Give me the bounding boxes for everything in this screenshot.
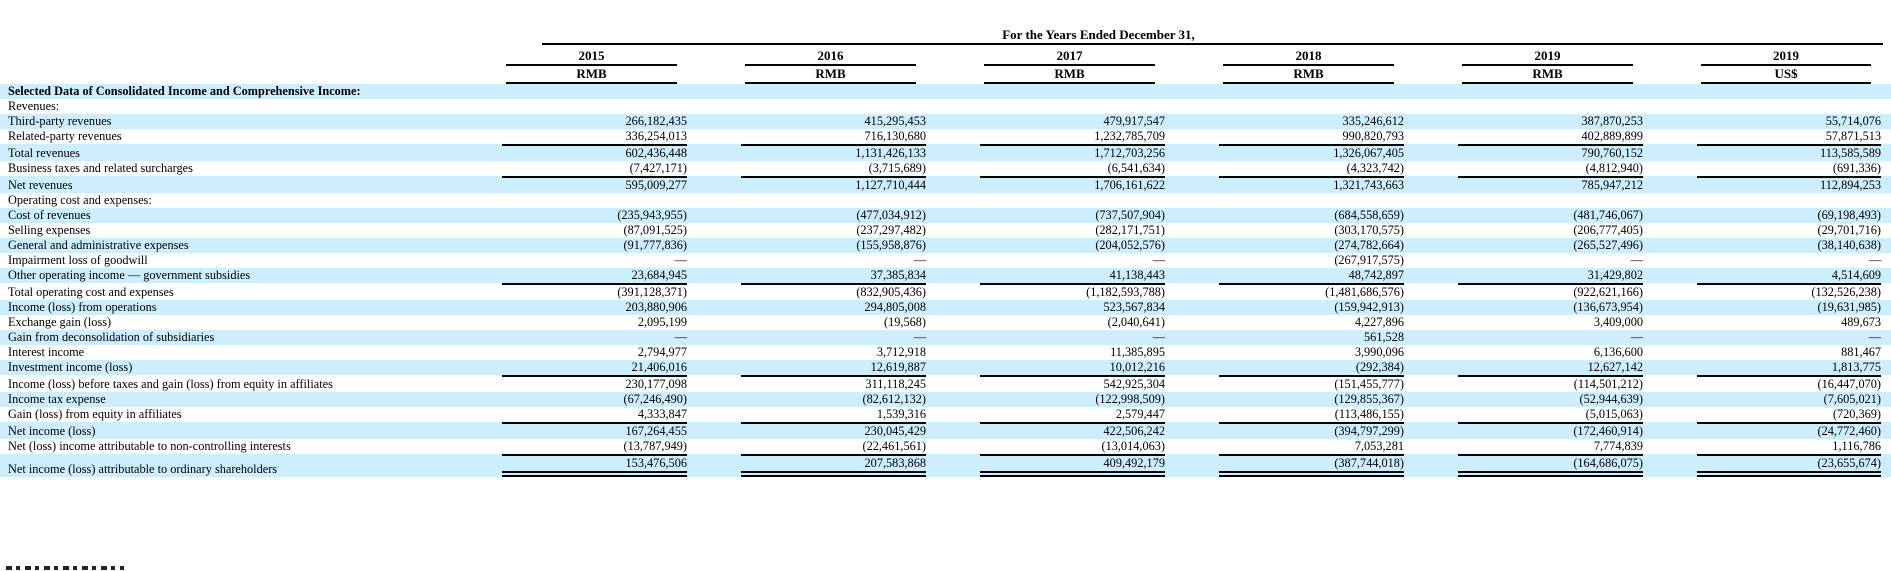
cell-value: 6,136,600 <box>1593 345 1643 359</box>
cell-value: 2,095,199 <box>637 315 687 329</box>
cell-value: 716,130,680 <box>864 129 926 143</box>
cell-value: 1,131,426,133 <box>741 144 926 161</box>
cell-value: 37,385,834 <box>870 268 926 282</box>
table-row <box>0 176 1891 193</box>
cell-value: (691,336) <box>1832 161 1882 175</box>
cell-value: (136,673,954) <box>1573 300 1643 314</box>
cell-value: 266,182,435 <box>625 114 687 128</box>
currency-header-rmb: RMB <box>1223 66 1394 84</box>
cell-value: — <box>1630 253 1643 267</box>
table-row <box>0 144 1891 161</box>
cell-value: 415,295,453 <box>864 114 926 128</box>
cell-value: (394,797,299) <box>1219 422 1404 439</box>
cell-value: (155,958,876) <box>856 238 926 252</box>
cell-value: — <box>674 330 687 344</box>
cell-value: 489,673 <box>1841 315 1882 329</box>
table-row <box>0 330 1891 345</box>
cell-value: 3,990,096 <box>1354 345 1404 359</box>
cell-value: 31,429,802 <box>1587 268 1643 282</box>
cell-value: (922,621,166) <box>1458 283 1643 300</box>
table-row <box>0 315 1891 330</box>
cell-value: — <box>913 330 926 344</box>
table-row <box>0 345 1891 360</box>
cell-value: — <box>1630 330 1643 344</box>
cell-value: (19,631,985) <box>1817 300 1882 314</box>
year-header-2015: 2015 <box>506 48 677 66</box>
table-row <box>0 253 1891 268</box>
cell-value: 1,712,703,256 <box>980 144 1165 161</box>
cell-value: (1,481,686,576) <box>1219 283 1404 300</box>
cell-value: 4,514,609 <box>1831 268 1882 282</box>
header-spacer <box>0 24 458 45</box>
table-row <box>0 422 1891 439</box>
table-row <box>0 99 1891 114</box>
table-row <box>0 114 1891 129</box>
cell-value: 2,794,977 <box>637 345 687 359</box>
table-row <box>0 193 1891 208</box>
cell-value: (87,091,525) <box>623 223 687 237</box>
cell-value: 4,333,847 <box>637 407 687 421</box>
row-label: Selling expenses <box>8 223 91 237</box>
cell-value: (114,501,212) <box>1458 375 1643 392</box>
cell-value: (132,526,238) <box>1697 283 1881 300</box>
cell-value: (265,527,496) <box>1573 238 1643 252</box>
cell-value: (1,182,593,788) <box>980 283 1165 300</box>
cell-value: 3,409,000 <box>1593 315 1643 329</box>
row-label: Net revenues <box>8 178 73 192</box>
cell-value: (7,605,021) <box>1823 392 1882 406</box>
cell-value: 1,232,785,709 <box>1094 129 1165 143</box>
row-label: Revenues: <box>8 99 60 113</box>
cell-value: (5,015,063) <box>1585 407 1643 421</box>
cell-value: 294,805,008 <box>864 300 926 314</box>
cell-value: (684,558,659) <box>1334 208 1404 222</box>
row-label: Gain (loss) from equity in affiliates <box>8 407 182 421</box>
cell-value: — <box>913 253 926 267</box>
cell-value: (29,701,716) <box>1817 223 1882 237</box>
row-label: Total revenues <box>8 146 80 160</box>
row-label: Related-party revenues <box>8 129 122 143</box>
cell-value: 21,406,016 <box>631 360 687 374</box>
cell-value: (6,541,634) <box>1107 161 1165 175</box>
years-ended-label: For the Years Ended December 31, <box>1002 27 1195 42</box>
cell-value: 335,246,612 <box>1342 114 1404 128</box>
table-row <box>0 161 1891 176</box>
cell-value: 153,476,506 <box>502 454 687 477</box>
cell-value: (235,943,955) <box>617 208 687 222</box>
year-header-2019-usd: 2019 <box>1701 48 1871 66</box>
cell-value: 479,917,547 <box>1103 114 1165 128</box>
row-label: Income (loss) before taxes and gain (loss) from equity in affiliates <box>8 377 333 391</box>
row-label: Net (loss) income attributable to non-controlling interests <box>8 439 291 453</box>
cell-value: (24,772,460) <box>1697 422 1881 439</box>
cell-value: (387,744,018) <box>1219 454 1404 477</box>
cell-value: — <box>1152 253 1165 267</box>
cell-value: (282,171,751) <box>1095 223 1165 237</box>
currency-header-rmb: RMB <box>984 66 1155 84</box>
years-ended-rule <box>542 27 1883 45</box>
table-row <box>0 283 1891 300</box>
row-label: General and administrative expenses <box>8 238 189 252</box>
row-label: Investment income (loss) <box>8 360 133 374</box>
cell-value: 48,742,897 <box>1348 268 1404 282</box>
cell-value: 387,870,253 <box>1581 114 1643 128</box>
table-row <box>0 84 1891 99</box>
cell-value: (737,507,904) <box>1095 208 1165 222</box>
cell-value: (19,568) <box>883 315 926 329</box>
cell-value: (2,040,641) <box>1107 315 1165 329</box>
row-label: Exchange gain (loss) <box>8 315 112 329</box>
cell-value: (129,855,367) <box>1334 392 1404 406</box>
cell-value: (13,014,063) <box>1101 439 1165 453</box>
currency-header-row <box>0 66 1891 84</box>
row-label: Other operating income — government subsidies <box>8 268 251 282</box>
cell-value: 542,925,304 <box>980 375 1165 392</box>
cell-value: (91,777,836) <box>623 238 687 252</box>
cell-value: 203,880,906 <box>625 300 687 314</box>
cell-value: (4,812,940) <box>1585 161 1643 175</box>
clipped-text-sliver <box>6 566 124 570</box>
cell-value: 336,254,013 <box>625 129 687 143</box>
cell-value: 3,712,918 <box>876 345 926 359</box>
cell-value: 57,871,513 <box>1825 129 1882 143</box>
cell-value: 4,227,896 <box>1354 315 1404 329</box>
table-body <box>0 84 1891 477</box>
row-label: Business taxes and related surcharges <box>8 161 193 175</box>
cell-value: 311,118,245 <box>741 375 926 392</box>
cell-value: (4,323,742) <box>1346 161 1404 175</box>
cell-value: 402,889,899 <box>1581 129 1643 143</box>
cell-value: 595,009,277 <box>502 176 687 193</box>
cell-value: 7,053,281 <box>1354 439 1404 453</box>
year-header-2018: 2018 <box>1223 48 1394 66</box>
table-row <box>0 208 1891 223</box>
row-label: Net income (loss) <box>8 424 96 438</box>
cell-value: 1,326,067,405 <box>1219 144 1404 161</box>
row-label: Interest income <box>8 345 85 359</box>
cell-value: (832,905,436) <box>741 283 926 300</box>
table-row <box>0 223 1891 238</box>
cell-value: 1,813,775 <box>1831 360 1882 374</box>
cell-value: — <box>1868 253 1882 267</box>
years-ended-header-row <box>0 24 1891 45</box>
cell-value: 523,567,834 <box>1103 300 1165 314</box>
income-statement-table <box>0 24 1891 477</box>
cell-value: 55,714,076 <box>1825 114 1882 128</box>
cell-value: (292,384) <box>1355 360 1404 374</box>
cell-value: 10,012,216 <box>1109 360 1165 374</box>
cell-value: (16,447,070) <box>1697 375 1881 392</box>
row-label: Third-party revenues <box>8 114 112 128</box>
cell-value: — <box>674 253 687 267</box>
cell-value: 113,585,589 <box>1697 144 1881 161</box>
cell-value: (159,942,913) <box>1334 300 1404 314</box>
cell-value: (481,746,067) <box>1573 208 1643 222</box>
row-label: Net income (loss) attributable to ordinary shareholders <box>8 462 278 476</box>
currency-header-rmb: RMB <box>745 66 916 84</box>
cell-value: 41,138,443 <box>1109 268 1165 282</box>
row-label: Gain from deconsolidation of subsidiaries <box>8 330 215 344</box>
cell-value: 230,177,098 <box>502 375 687 392</box>
cell-value: 561,528 <box>1364 330 1404 344</box>
cell-value: (267,917,575) <box>1334 253 1404 267</box>
cell-value: 1,539,316 <box>876 407 926 421</box>
cell-value: 23,684,945 <box>631 268 687 282</box>
cell-value: (3,715,689) <box>868 161 926 175</box>
row-label: Total operating cost and expenses <box>8 285 174 299</box>
cell-value: 12,627,142 <box>1587 360 1643 374</box>
row-label: Selected Data of Consolidated Income and Comprehensive Income: <box>8 84 361 98</box>
cell-value: 7,774,839 <box>1593 439 1643 453</box>
currency-header-usd: US$ <box>1701 66 1871 84</box>
cell-value: 167,264,455 <box>502 422 687 439</box>
year-header-2016: 2016 <box>745 48 916 66</box>
cell-value: (22,461,561) <box>862 439 926 453</box>
cell-value: (391,128,371) <box>502 283 687 300</box>
cell-value: 602,436,448 <box>502 144 687 161</box>
cell-value: 2,579,447 <box>1115 407 1165 421</box>
cell-value: (82,612,132) <box>862 392 926 406</box>
cell-value: 409,492,179 <box>980 454 1165 477</box>
row-label: Operating cost and expenses: <box>8 193 152 207</box>
table-row <box>0 360 1891 375</box>
cell-value: (38,140,638) <box>1817 238 1882 252</box>
cell-value: (237,297,482) <box>856 223 926 237</box>
row-label: Impairment loss of goodwill <box>8 253 148 267</box>
cell-value: (151,455,777) <box>1219 375 1404 392</box>
cell-value: (7,427,171) <box>629 161 687 175</box>
cell-value: 422,506,242 <box>980 422 1165 439</box>
cell-value: (172,460,914) <box>1458 422 1643 439</box>
table-row <box>0 300 1891 315</box>
cell-value: 112,894,253 <box>1697 176 1881 193</box>
cell-value: — <box>1152 330 1165 344</box>
table-row <box>0 238 1891 253</box>
cell-value: 230,045,429 <box>741 422 926 439</box>
cell-value: 1,116,786 <box>1832 439 1882 453</box>
cell-value: (274,782,664) <box>1334 238 1404 252</box>
row-label: Income tax expense <box>8 392 106 406</box>
cell-value: (164,686,075) <box>1458 454 1643 477</box>
currency-header-rmb: RMB <box>506 66 677 84</box>
cell-value: (23,655,674) <box>1697 454 1881 477</box>
cell-value: 1,127,710,444 <box>741 176 926 193</box>
cell-value: (477,034,912) <box>856 208 926 222</box>
table-row <box>0 454 1891 477</box>
cell-value: (204,052,576) <box>1095 238 1165 252</box>
cell-value: 990,820,793 <box>1342 129 1404 143</box>
cell-value: 881,467 <box>1841 345 1882 359</box>
cell-value: 1,321,743,663 <box>1219 176 1404 193</box>
cell-value: — <box>1868 330 1882 344</box>
cell-value: 12,619,887 <box>870 360 926 374</box>
row-label: Income (loss) from operations <box>8 300 157 314</box>
table-row <box>0 392 1891 407</box>
cell-value: 207,583,868 <box>741 454 926 477</box>
row-label: Cost of revenues <box>8 208 91 222</box>
cell-value: 1,706,161,622 <box>980 176 1165 193</box>
cell-value: 11,385,895 <box>1110 345 1165 359</box>
year-header-2017: 2017 <box>984 48 1155 66</box>
year-header-2019-rmb: 2019 <box>1462 48 1633 66</box>
table-row <box>0 129 1891 144</box>
cell-value: (720,369) <box>1832 407 1882 421</box>
cell-value: 790,760,152 <box>1458 144 1643 161</box>
cell-value: (69,198,493) <box>1817 208 1882 222</box>
cell-value: (52,944,639) <box>1579 392 1643 406</box>
table-row <box>0 439 1891 454</box>
table-row <box>0 375 1891 392</box>
cell-value: (303,170,575) <box>1334 223 1404 237</box>
table-row <box>0 407 1891 422</box>
cell-value: 785,947,212 <box>1458 176 1643 193</box>
cell-value: (122,998,509) <box>1095 392 1165 406</box>
table-row <box>0 268 1891 283</box>
cell-value: (113,486,155) <box>1334 407 1404 421</box>
currency-header-rmb: RMB <box>1462 66 1633 84</box>
cell-value: (13,787,949) <box>623 439 687 453</box>
year-header-row <box>0 45 1891 66</box>
cell-value: (206,777,405) <box>1573 223 1643 237</box>
cell-value: (67,246,490) <box>623 392 687 406</box>
